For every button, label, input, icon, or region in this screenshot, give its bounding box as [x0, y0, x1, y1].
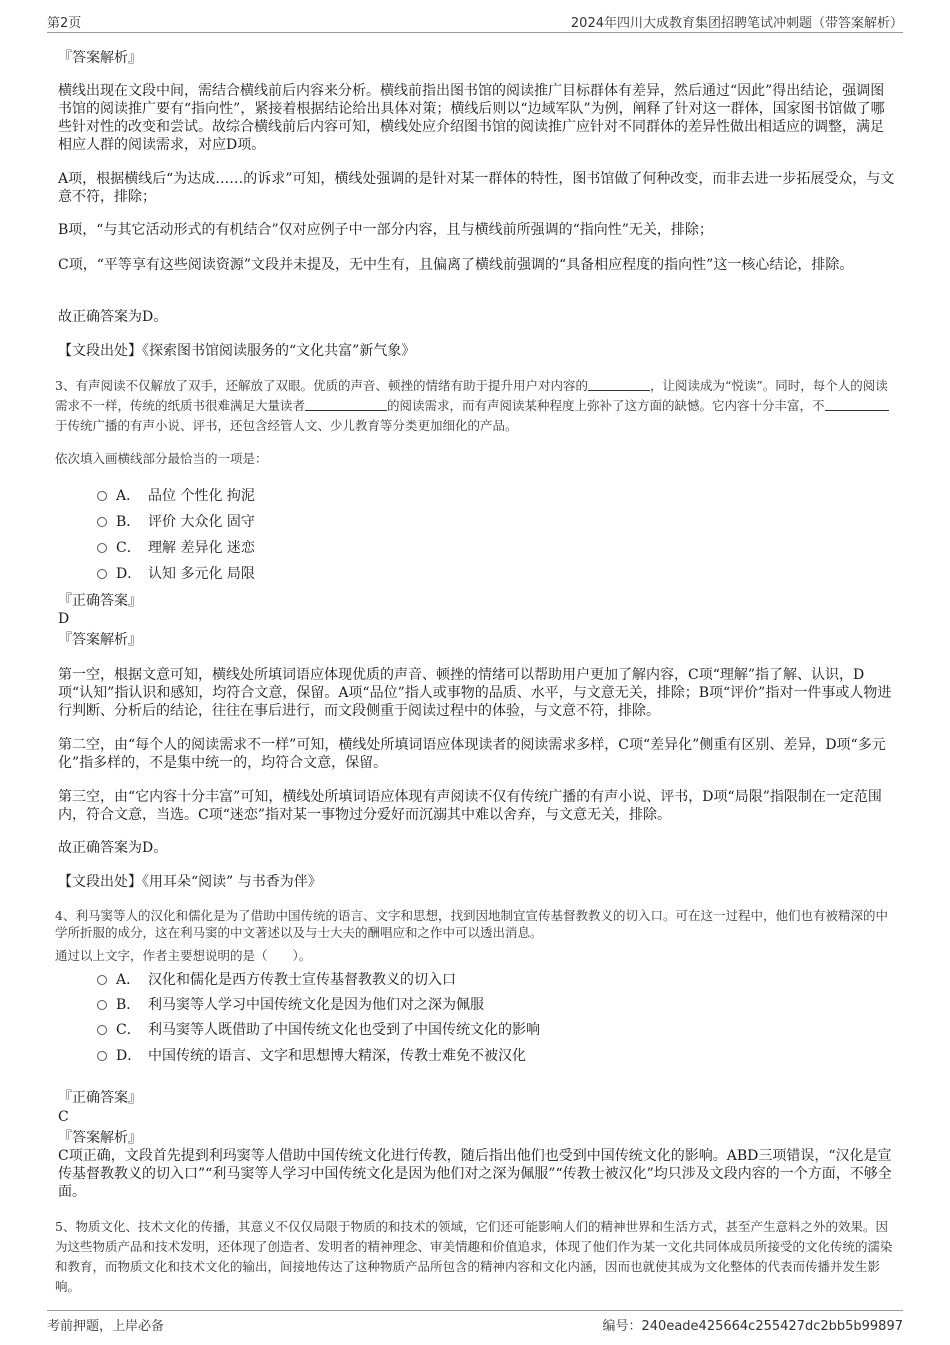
footer-slogan: 考前押题，上岸必备: [47, 1319, 165, 1334]
analysis-option-b: B项，“与其它活动形式的有机结合”仅对应例子中一部分内容，且与横线前所强调的“指向性”无关，排除；: [58, 222, 713, 238]
page-footer: [47, 1310, 903, 1333]
analysis-blank-2: 第二空，由“每个人的阅读需求不一样”可知，横线处所填词语应体现读者的阅读需求多样，C项“差异化”侧重有区别、差异，D项“多元化”指多样的，不是集中统一的，均符合文意，保留。: [58, 737, 886, 771]
source-citation: 【文段出处】《探索图书馆阅读服务的“文化共富”新气象》: [58, 343, 416, 359]
option-b[interactable]: B． 利马窦等人学习中国传统文化是因为他们对之深为佩服: [97, 996, 484, 1014]
answer-label: 『正确答案』: [58, 593, 142, 609]
question-4-stem: 4、利马窦等人的汉化和儒化是为了借助中国传统的语言、文字和思想，找到因地制宜宣传基督教教义的切入口。可在这一过程中，他们也有被精深的中学所折服的成分，这在利马窦的中文著述以及与士大夫的酬唱应和之作中可以透出消息。: [55, 908, 888, 940]
analysis-option-a: A项，根据横线后“为达成……的诉求”可知，横线处强调的是针对某一群体的特性，图书馆做了何种改变，而非去进一步拓展受众，与文意不符，排除；: [58, 171, 895, 205]
analysis-blank-1: 第一空，根据文意可知，横线处所填词语应体现优质的声音、顿挫的情绪可以帮助用户更加了解内容，C项“理解”指了解、认识，D项“认知”指认识和感知，均符合文意，保留。A项“品位”指人或事物的品质、水平，与文意无关，排除；B项“评价”指对一件事或人物进行判断、分析后的结论，往往在事后进行，而文段侧重于阅读过程中的体验，与文意不符，排除。: [58, 667, 892, 719]
radio-button-icon[interactable]: [97, 1025, 107, 1035]
blank-3: [825, 398, 889, 411]
document-title: 2024年四川大成教育集团招聘笔试冲刺题（带答案解析）: [570, 16, 903, 31]
analysis-paragraph: C项正确，文段首先提到利玛窦等人借助中国传统文化进行传教，随后指出他们也受到中国传统文化的影响。ABD三项错误，“汉化是宣传基督教教义的切入口”“利马窦等人学习中国传统文化是因为他们对之深为佩服”“传教士被汉化”均只涉及文段内容的一个方面，不够全面。: [58, 1148, 892, 1200]
question-3-prompt: 依次填入画横线部分最恰当的一项是：: [55, 451, 268, 466]
option-a[interactable]: A． 汉化和儒化是西方传教士宣传基督教教义的切入口: [97, 971, 456, 989]
analysis-blank-3: 第三空，由“它内容十分丰富”可知，横线处所填词语应体现有声阅读不仅有传统广播的有声小说、评书，D项“局限”指限制在一定范围内，符合文意，当选。C项“迷恋”指对某一事物过分爱好而沉溺其中难以舍弃，与文意无关，排除。: [58, 789, 882, 823]
blank-2: [305, 398, 387, 411]
option-d[interactable]: D． 中国传统的语言、文字和思想博大精深，传教士难免不被汉化: [97, 1047, 526, 1065]
question-5-stem: 5、物质文化、技术文化的传播，其意义不仅仅局限于物质的和技术的领域，它们还可能影响人们的精神世界和生活方式，甚至产生意料之外的效果。因为这些物质产品和技术发明，还体现了创造者、发明者的精神理念、审美情趣和价值追求，体现了他们作为某一文化共同体成员所接受的文化传统的濡染和教育，而物质文化和技术文化的输出，间接地传达了这种物质产品所包含的精神内容和文化内涵，因而也就使其成为文化整体的代表而传播并发生影响。: [55, 1219, 893, 1294]
page-number: 第2页: [47, 16, 82, 31]
conclusion: 故正确答案为D。: [58, 309, 168, 325]
analysis-option-c: C项，“平等享有这些阅读资源”文段并未提及，无中生有，且偏离了横线前强调的“具备相应程度的指向性”这一核心结论，排除。: [58, 257, 854, 273]
radio-button-icon[interactable]: [97, 1000, 107, 1010]
question-4-prompt: 通过以上文字，作者主要想说明的是（ ）。: [55, 948, 312, 963]
question-3-stem: 3、有声阅读不仅解放了双手，还解放了双眼。优质的声音、顿挫的情绪有助于提升用户对内容的 ，让阅读成为“悦读”。同时，每个人的阅读需求不一样，传统的纸质书很难满足大量读者 的阅读需求，而有声阅读某种程度上弥补了这方面的缺憾。它内容十分丰富，不于传统广播的有声小说、评书，还包含经管人文、少儿教育等分类更加细化的产品。: [55, 378, 888, 433]
analysis-label: 『答案解析』: [58, 1130, 142, 1146]
option-c[interactable]: C． 利马窦等人既借助了中国传统文化也受到了中国传统文化的影响: [97, 1021, 540, 1039]
radio-button-icon[interactable]: [97, 1051, 107, 1061]
conclusion: 故正确答案为D。: [58, 840, 168, 856]
option-a[interactable]: A． 品位 个性化 拘泥: [97, 487, 255, 505]
document-id: 编号：240eade425664c255427dc2bb5b99897: [602, 1319, 903, 1334]
radio-button-icon[interactable]: [97, 517, 107, 527]
analysis-label: 『答案解析』: [58, 50, 142, 66]
answer-value: C: [58, 1109, 69, 1125]
answer-label: 『正确答案』: [58, 1090, 142, 1106]
blank-1: [588, 378, 650, 391]
radio-button-icon[interactable]: [97, 975, 107, 985]
radio-button-icon[interactable]: [97, 569, 107, 579]
page-header: [47, 12, 903, 33]
analysis-label: 『答案解析』: [58, 632, 142, 648]
analysis-paragraph: 横线出现在文段中间，需结合横线前后内容来分析。横线前指出图书馆的阅读推广目标群体有差异，然后通过“因此”得出结论，强调图书馆的阅读推广要有“指向性”，紧接着根据结论给出具体对策；横线后则以“边域军队”为例，阐释了针对这一群体，国家图书馆做了哪些针对性的改变和尝试。故综合横线前后内容可知，横线处应介绍图书馆的阅读推广应针对不同群体的差异性做出相适应的调整，满足相应人群的阅读需求，对应D项。: [58, 83, 885, 153]
answer-value: D: [58, 611, 70, 627]
radio-button-icon[interactable]: [97, 543, 107, 553]
option-b[interactable]: B． 评价 大众化 固守: [97, 513, 255, 531]
option-c[interactable]: C． 理解 差异化 迷恋: [97, 539, 255, 557]
radio-button-icon[interactable]: [97, 491, 107, 501]
source-citation: 【文段出处】《用耳朵“阅读” 与书香为伴》: [58, 874, 322, 890]
option-d[interactable]: D． 认知 多元化 局限: [97, 565, 255, 583]
